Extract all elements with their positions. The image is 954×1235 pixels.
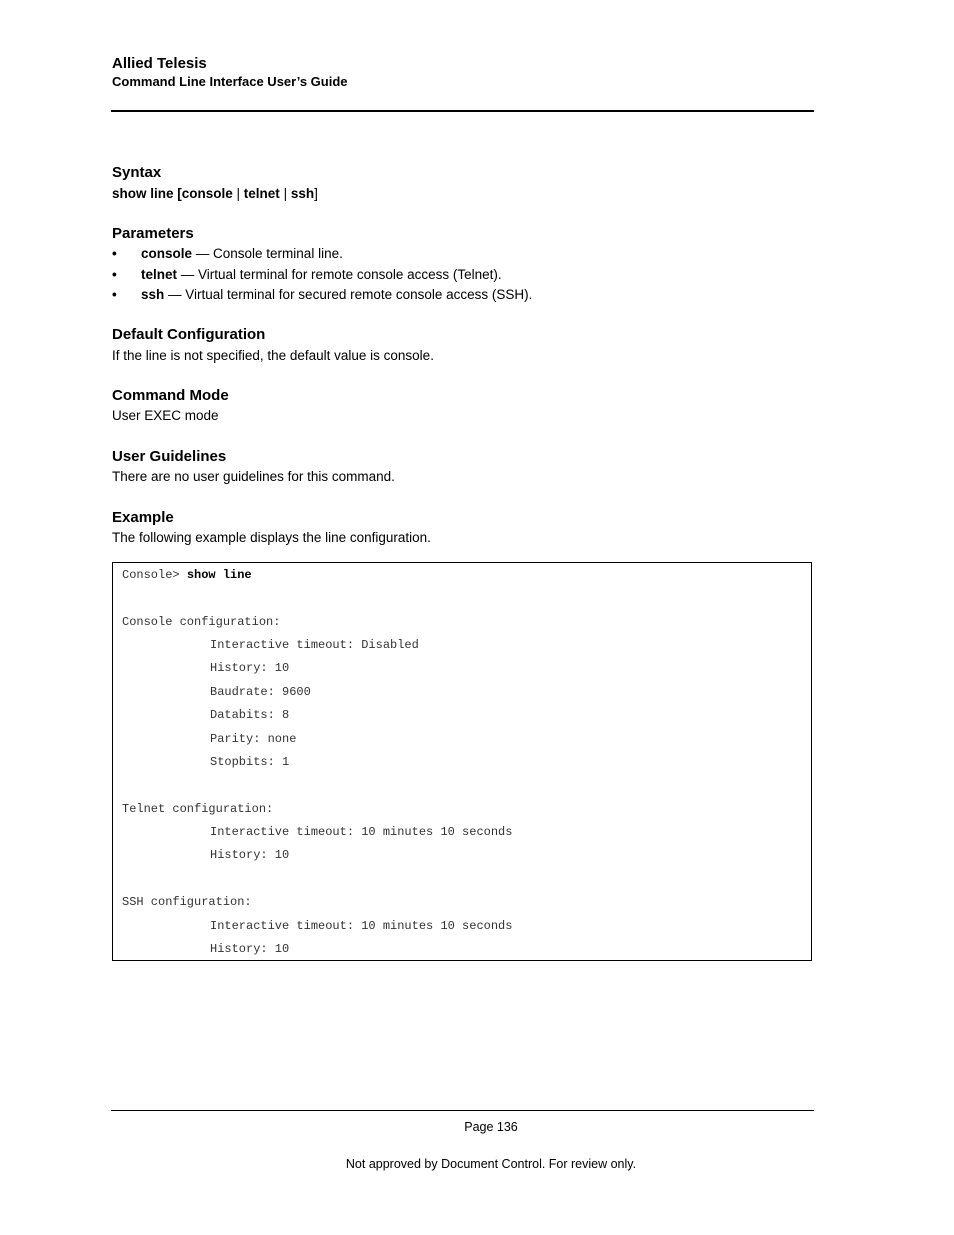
syntax-separator: | (279, 186, 291, 201)
code-line: Baudrate: 9600 (210, 685, 311, 699)
console-command-line (122, 568, 252, 582)
console-prompt: Console> (122, 568, 187, 582)
page-number: Page 136 (464, 1120, 518, 1134)
syntax-option-telnet: telnet (243, 186, 280, 201)
code-line: Parity: none (210, 732, 297, 746)
default-configuration-heading: Default Configuration (112, 326, 266, 343)
command-mode-heading: Command Mode (112, 387, 229, 404)
default-configuration-text: If the line is not specified, the default value is console. (112, 348, 434, 363)
header-guide-title: Command Line Interface User’s Guide (112, 74, 348, 89)
parameter-description: — Console terminal line. (192, 246, 343, 261)
footer-note: Not approved by Document Control. For review only. (345, 1157, 637, 1171)
example-text: The following example displays the line configuration. (112, 530, 431, 545)
parameter-description: — Virtual terminal for secured remote console access (SSH). (164, 287, 533, 302)
user-guidelines-text: There are no user guidelines for this command. (112, 469, 395, 484)
syntax-heading: Syntax (112, 164, 162, 181)
code-example-box (112, 562, 812, 961)
bullet-icon: • (112, 267, 117, 282)
user-guidelines-heading: User Guidelines (112, 448, 227, 465)
code-line: Databits: 8 (210, 708, 290, 722)
parameter-description: — Virtual terminal for remote console access (Telnet). (177, 267, 502, 282)
code-line: Interactive timeout: 10 minutes 10 seconds (210, 825, 513, 839)
code-line: History: 10 (210, 661, 290, 675)
code-line: Interactive timeout: 10 minutes 10 seconds (210, 919, 513, 933)
parameter-term: telnet (141, 267, 178, 282)
command-mode-text: User EXEC mode (112, 408, 219, 423)
syntax-command-text: show line [ (112, 186, 182, 201)
console-command: show line (186, 568, 252, 582)
syntax-option-ssh: ssh (290, 186, 315, 201)
bullet-icon: • (112, 246, 117, 261)
footer-divider (111, 1110, 814, 1111)
code-line: Telnet configuration: (122, 802, 274, 816)
parameter-term: ssh (141, 287, 165, 302)
code-line: SSH configuration: (122, 895, 252, 909)
code-line: History: 10 (210, 942, 290, 956)
code-line: Stopbits: 1 (210, 755, 290, 769)
parameters-heading: Parameters (112, 225, 194, 242)
code-line: Console configuration: (122, 615, 281, 629)
parameter-term: console (141, 246, 193, 261)
code-line: Interactive timeout: Disabled (210, 638, 419, 652)
syntax-separator: | (232, 186, 244, 201)
syntax-option-console: console (181, 186, 233, 201)
code-line: History: 10 (210, 848, 290, 862)
syntax-command (112, 185, 318, 203)
example-heading: Example (112, 509, 174, 526)
bullet-icon: • (112, 287, 117, 302)
header-company: Allied Telesis (112, 55, 207, 72)
syntax-close-bracket: ] (314, 186, 318, 201)
header-divider (111, 110, 814, 112)
